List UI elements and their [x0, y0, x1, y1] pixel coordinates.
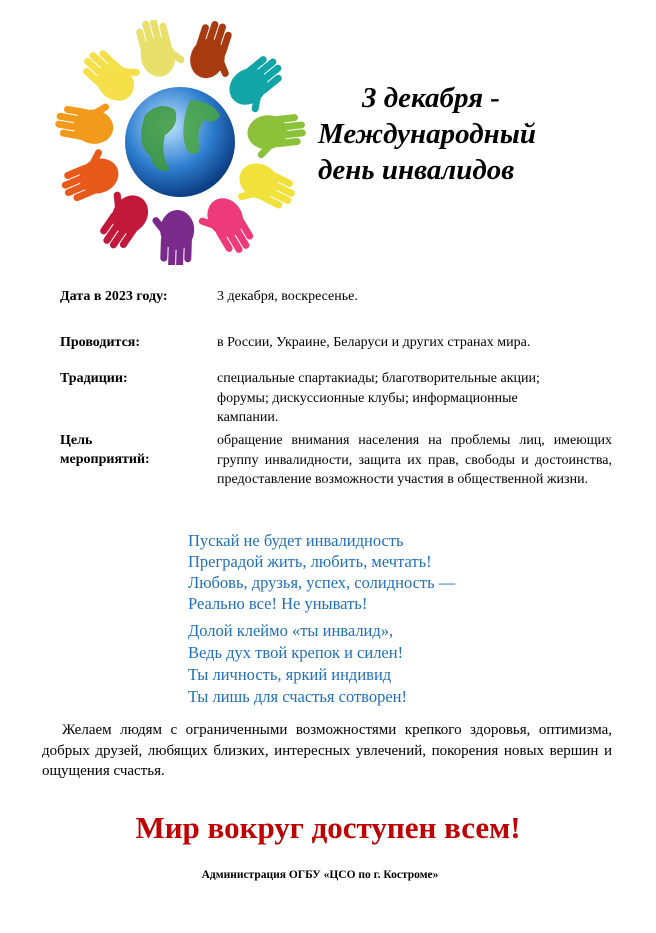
traditions-label: Традиции: [60, 371, 128, 386]
title-line: 3 декабря - [362, 82, 500, 114]
poem-line: Ведь дух твой крепок и силен! [188, 643, 404, 662]
hand-icon [150, 209, 195, 265]
wish-paragraph: Желаем людям с ограниченными возможностями крепкого здоровья, оптимизма, добрых друзей, любящих близких, интересных увлечений, покорения новых вершин и ощущения счастья. [42, 722, 612, 779]
hand-icon [76, 37, 148, 108]
poem-line: Преградой жить, любить, мечтать! [188, 552, 432, 571]
goal-label-line: мероприятий: [60, 452, 150, 467]
poem-line: Пускай не будет инвалидность [188, 531, 404, 550]
hand-icon [192, 192, 259, 264]
hand-icon [246, 111, 308, 161]
poem-stanza-1 [188, 530, 455, 614]
hand-icon [132, 20, 189, 80]
poem-line: Любовь, друзья, успех, солидность — [188, 573, 456, 592]
title-line: Международный [318, 118, 536, 150]
held-label: Проводится: [60, 335, 141, 350]
traditions-value: специальные спартакиады; благотворительные акции; форумы; дискуссионные клубы; информационные кампании. [217, 371, 540, 425]
hands-globe-logo [50, 20, 310, 265]
hand-icon [87, 183, 156, 255]
date-value: 3 декабря, воскресенье. [217, 289, 358, 304]
held-value: в России, Украине, Беларуси и других странах мира. [217, 335, 531, 350]
poem-stanza-2 [188, 620, 407, 708]
footer-signature: Администрация ОГБУ «ЦСО по г. Костроме» [201, 869, 439, 881]
goal-label-line: Цель [60, 433, 93, 448]
poem-line: Реально все! Не унывать! [188, 594, 368, 613]
poem-line: Долой клеймо «ты инвалид», [188, 621, 394, 640]
date-label: Дата в 2023 году: [60, 289, 168, 304]
title-line: день инвалидов [318, 154, 515, 186]
goal-value: обращение внимания населения на проблемы лиц, имеющих группу инвалидности, защита их прав, свободы и достоинства, предоставление возможности участия в общественной жизни. [217, 433, 612, 487]
hand-icon [53, 94, 118, 147]
hand-icon [222, 49, 294, 119]
hand-icon [54, 144, 124, 207]
slogan: Мир вокруг доступен всем! [135, 810, 521, 845]
page-title [318, 80, 618, 188]
goal-label [60, 431, 150, 469]
poem-line: Ты лишь для счастья сотворен! [188, 687, 408, 706]
poem-line: Ты личность, яркий индивид [188, 665, 392, 684]
